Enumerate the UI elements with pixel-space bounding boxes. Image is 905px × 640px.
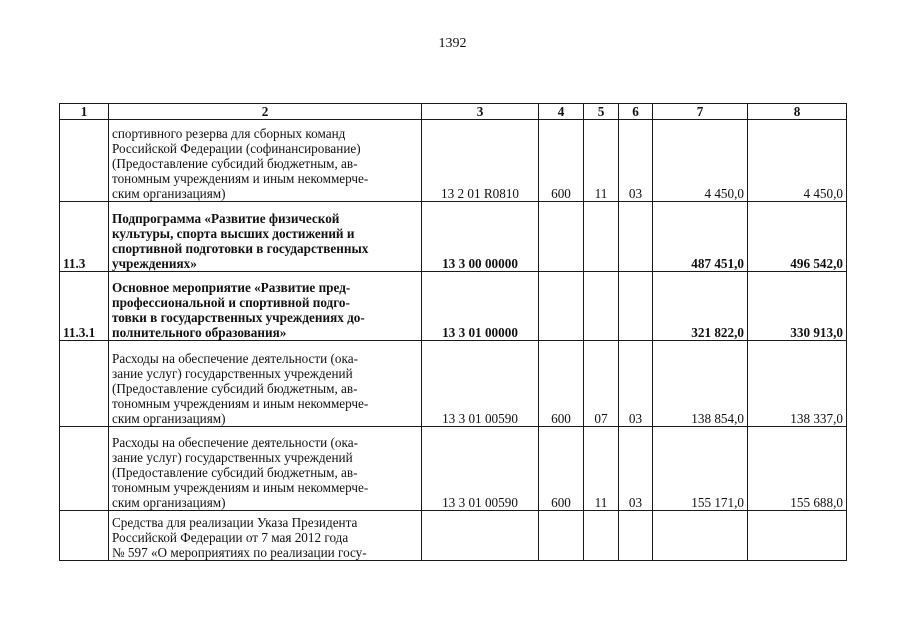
name-line: тономным учреждениям и иным некоммерче- — [112, 171, 369, 186]
row-name — [109, 427, 422, 511]
row-number: 11.3.1 — [60, 272, 109, 341]
name-line: профессиональной и спортивной подго- — [112, 295, 350, 310]
name-line: культуры, спорта высших достижений и — [112, 226, 355, 241]
name-line: зание услуг) государственных учреждений — [112, 450, 353, 465]
amount-col7: 487 451,0 — [653, 202, 748, 272]
name-line: спортивной подготовки в государственных — [112, 241, 369, 256]
row-name — [109, 511, 422, 561]
expense-type — [539, 272, 584, 341]
amount-col7: 155 171,0 — [653, 427, 748, 511]
row-name — [109, 120, 422, 202]
amount-col8: 4 450,0 — [748, 120, 847, 202]
row-number — [60, 120, 109, 202]
row-number — [60, 427, 109, 511]
subsection — [619, 272, 653, 341]
amount-col7 — [653, 511, 748, 561]
name-line: Российской Федерации от 7 мая 2012 года — [112, 530, 349, 545]
row-number: 11.3 — [60, 202, 109, 272]
name-line: тономным учреждениям и иным некоммерче- — [112, 480, 369, 495]
row-name — [109, 341, 422, 427]
subsection: 03 — [619, 120, 653, 202]
target-code: 13 3 00 00000 — [422, 202, 539, 272]
name-line: учреждениях» — [112, 256, 197, 271]
amount-col8: 330 913,0 — [748, 272, 847, 341]
name-line: Подпрограмма «Развитие физической — [112, 211, 340, 226]
target-code: 13 2 01 R0810 — [422, 120, 539, 202]
table-row — [60, 272, 847, 341]
subsection — [619, 202, 653, 272]
amount-col8: 138 337,0 — [748, 341, 847, 427]
expense-type: 600 — [539, 120, 584, 202]
name-line: (Предоставление субсидий бюджетным, ав- — [112, 381, 358, 396]
name-line: (Предоставление субсидий бюджетным, ав- — [112, 156, 358, 171]
row-name — [109, 272, 422, 341]
col-header: 3 — [422, 104, 539, 120]
amount-col8: 496 542,0 — [748, 202, 847, 272]
row-name — [109, 202, 422, 272]
name-line: Средства для реализации Указа Президента — [112, 515, 358, 530]
amount-col7: 4 450,0 — [653, 120, 748, 202]
name-line: ским организациям) — [112, 411, 226, 426]
amount-col8: 155 688,0 — [748, 427, 847, 511]
target-code: 13 3 01 00000 — [422, 272, 539, 341]
name-line: Расходы на обеспечение деятельности (ока- — [112, 351, 358, 366]
col-header: 7 — [653, 104, 748, 120]
name-line: Основное мероприятие «Развитие пред- — [112, 280, 351, 295]
row-number — [60, 511, 109, 561]
subsection: 03 — [619, 341, 653, 427]
table-row — [60, 511, 847, 561]
expense-type — [539, 202, 584, 272]
section — [584, 272, 619, 341]
col-header: 1 — [60, 104, 109, 120]
row-number — [60, 341, 109, 427]
name-line: спортивного резерва для сборных команд — [112, 126, 346, 141]
name-line: ским организациям) — [112, 495, 226, 510]
table-row — [60, 120, 847, 202]
name-line: Расходы на обеспечение деятельности (ока- — [112, 435, 358, 450]
section — [584, 202, 619, 272]
table-row — [60, 202, 847, 272]
name-line: полнительного образования» — [112, 325, 287, 340]
name-line: (Предоставление субсидий бюджетным, ав- — [112, 465, 358, 480]
section: 11 — [584, 120, 619, 202]
name-line: тономным учреждениям и иным некоммерче- — [112, 396, 369, 411]
col-header: 4 — [539, 104, 584, 120]
col-header: 6 — [619, 104, 653, 120]
budget-table — [59, 103, 847, 561]
page-number: 1392 — [438, 36, 467, 51]
section: 07 — [584, 341, 619, 427]
table-row — [60, 427, 847, 511]
expense-type: 600 — [539, 427, 584, 511]
target-code: 13 3 01 00590 — [422, 341, 539, 427]
table-row — [60, 341, 847, 427]
name-line: ским организациям) — [112, 186, 226, 201]
col-header: 8 — [748, 104, 847, 120]
name-line: Российской Федерации (софинансирование) — [112, 141, 361, 156]
section: 11 — [584, 427, 619, 511]
subsection — [619, 511, 653, 561]
header-row — [60, 104, 847, 120]
expense-type — [539, 511, 584, 561]
target-code — [422, 511, 539, 561]
col-header: 2 — [109, 104, 422, 120]
section — [584, 511, 619, 561]
name-line: товки в государственных учреждениях до- — [112, 310, 365, 325]
amount-col7: 321 822,0 — [653, 272, 748, 341]
name-line: зание услуг) государственных учреждений — [112, 366, 353, 381]
expense-type: 600 — [539, 341, 584, 427]
subsection: 03 — [619, 427, 653, 511]
col-header: 5 — [584, 104, 619, 120]
amount-col7: 138 854,0 — [653, 341, 748, 427]
name-line: № 597 «О мероприятиях по реализации госу- — [112, 545, 367, 560]
target-code: 13 3 01 00590 — [422, 427, 539, 511]
amount-col8 — [748, 511, 847, 561]
